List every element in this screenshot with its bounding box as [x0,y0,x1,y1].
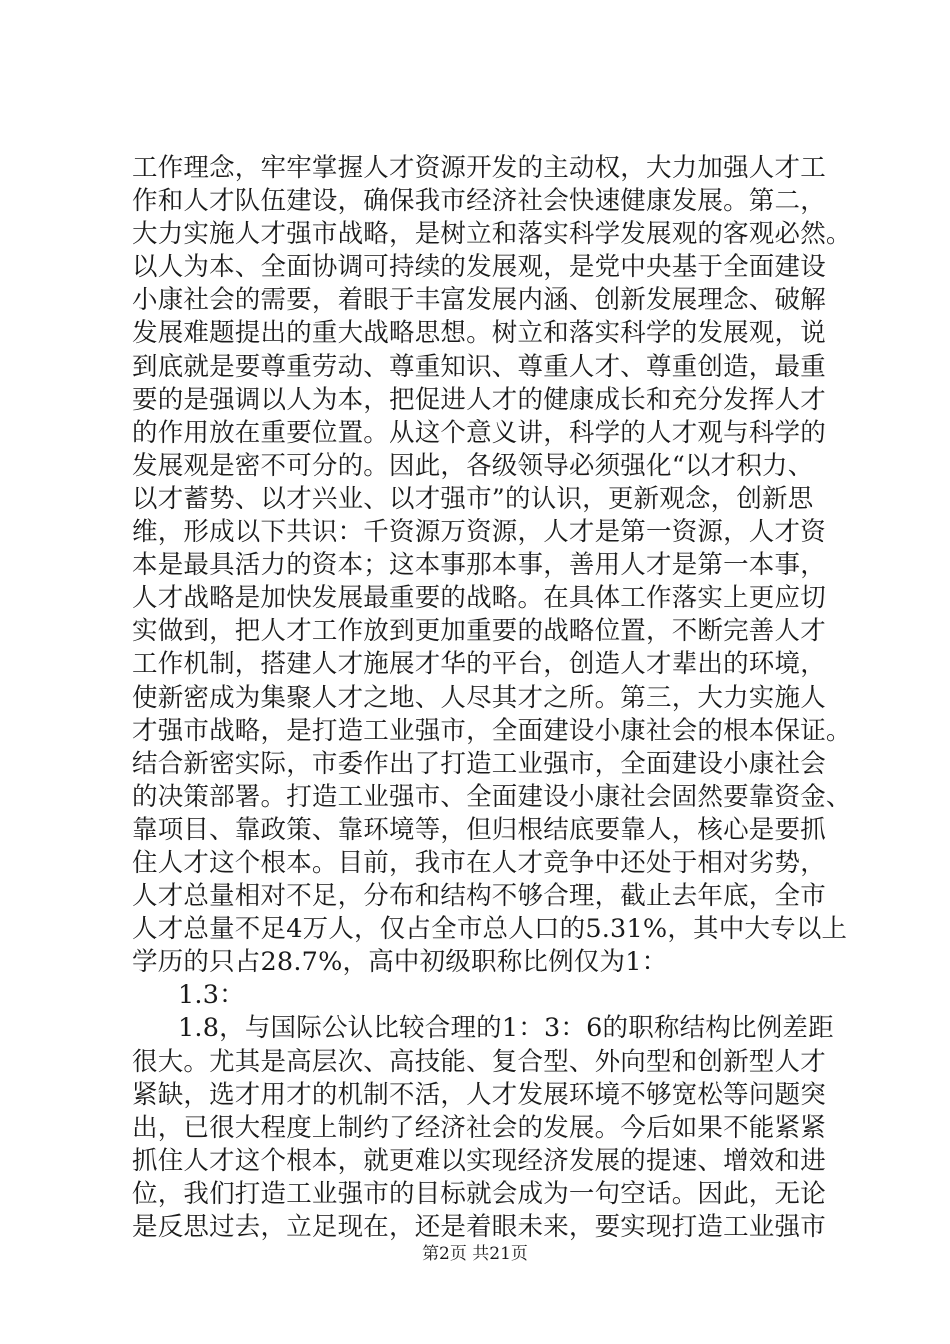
text-line: 出，已很大程度上制约了经济社会的发展。今后如果不能紧紧 [132,1112,826,1143]
text-line: 学历的只占28.7%，高中初级职称比例仅为1： [132,947,668,978]
text-line: 结合新密实际，市委作出了打造工业强市，全面建设小康社会 [132,748,826,779]
text-line: 位，我们打造工业强市的目标就会成为一句空话。因此，无论 [132,1178,826,1209]
page-number-footer: 第2页 共21页 [422,1244,528,1264]
text-line: 工作理念，牢牢掌握人才资源开发的主动权，大力加强人才工 [132,153,826,183]
text-line: 使新密成为集聚人才之地、人尽其才之所。第三，大力实施人 [132,682,826,713]
text-line: 人才战略是加快发展最重要的战略。在具体工作落实上更应切 [132,583,826,614]
text-line: 的决策部署。打造工业强市、全面建设小康社会固然要靠资金、 [132,781,852,812]
text-line: 人才总量不足4万人，仅占全市总人口的5.31%，其中大专以上 [132,914,848,945]
text-line: 发展难题提出的重大战略思想。树立和落实科学的发展观，说 [132,318,826,349]
text-line: 是反思过去，立足现在，还是着眼未来，要实现打造工业强市 [132,1212,826,1242]
text-line: 小康社会的需要，着眼于丰富发展内涵、创新发展理念、破解 [132,285,826,316]
text-line: 到底就是要尊重劳动、尊重知识、尊重人才、尊重创造，最重 [132,351,826,382]
text-line: 靠项目、靠政策、靠环境等，但归根结底要靠人，核心是要抓 [132,814,826,845]
text-line: 作和人才队伍建设，确保我市经济社会快速健康发展。第二， [132,186,826,217]
text-line: 大力实施人才强市战略，是树立和落实科学发展观的客观必然。 [132,219,852,250]
text-line: 抓住人才这个根本，就更难以实现经济发展的提速、增效和进 [132,1145,826,1176]
text-line-indented: 1.3： [178,980,245,1011]
body-text [132,152,852,1244]
text-line: 很大。尤其是高层次、高技能、复合型、外向型和创新型人才 [132,1046,826,1077]
text-line: 实做到，把人才工作放到更加重要的战略位置，不断完善人才 [132,616,826,647]
text-line: 维，形成以下共识：千资源万资源，人才是第一资源，人才资 [132,517,826,548]
text-line: 紧缺，选才用才的机制不活，人才发展环境不够宽松等问题突 [132,1079,826,1110]
text-line: 本是最具活力的资本；这本事那本事，善用人才是第一本事， [132,550,826,581]
text-line: 发展观是密不可分的。因此，各级领导必须强化“以才积力、 [132,450,814,481]
text-line: 以才蓄势、以才兴业、以才强市”的认识，更新观念，创新思 [132,483,814,514]
text-line: 以人为本、全面协调可持续的发展观，是党中央基于全面建设 [132,252,826,283]
text-line: 工作机制，搭建人才施展才华的平台，创造人才辈出的环境， [132,649,826,680]
text-line: 才强市战略，是打造工业强市，全面建设小康社会的根本保证。 [132,715,852,746]
text-line: 的作用放在重要位置。从这个意义讲，科学的人才观与科学的 [132,417,826,448]
text-line: 要的是强调以人为本，把促进人才的健康成长和充分发挥人才 [132,384,826,415]
text-line: 人才总量相对不足，分布和结构不够合理，截止去年底，全市 [132,881,826,912]
text-line: 住人才这个根本。目前，我市在人才竞争中还处于相对劣势， [132,847,826,878]
text-line-indented: 1.8，与国际公认比较合理的1：3：6的职称结构比例差距 [178,1013,834,1044]
